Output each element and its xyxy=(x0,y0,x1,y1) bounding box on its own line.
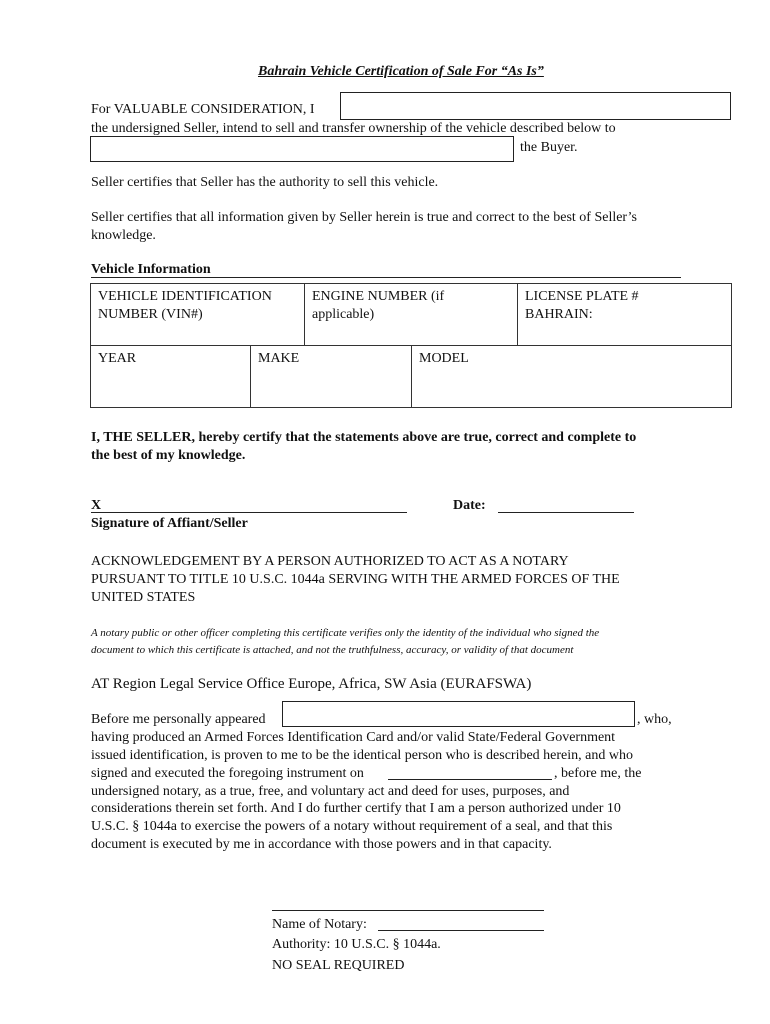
vehicle-info-table xyxy=(90,283,732,408)
appearance-line8: document is executed by me in accordance with those powers and in that capacity. xyxy=(91,837,552,852)
execution-date-line[interactable] xyxy=(388,779,552,780)
signature-label: Signature of Affiant/Seller xyxy=(91,516,248,531)
notary-name-label: Name of Notary: xyxy=(272,917,367,932)
appearance-line2: having produced an Armed Forces Identification Card and/or valid State/Federal Government xyxy=(91,730,616,745)
appearance-who-text: , who, xyxy=(637,712,672,727)
truth-statement-line2: knowledge. xyxy=(91,228,156,243)
appearance-line4-post: , before me, the xyxy=(554,766,642,781)
truth-statement-line1: Seller certifies that all information given by Seller herein is true and correct to the best of Seller’s xyxy=(91,210,637,225)
appearance-before-text: Before me personally appeared xyxy=(91,712,266,727)
region-text: AT Region Legal Service Office Europe, Africa, SW Asia (EURAFSWA) xyxy=(91,676,532,692)
acknowledgement-line1: ACKNOWLEDGEMENT BY A PERSON AUTHORIZED TO ACT AS A NOTARY xyxy=(91,554,569,569)
license-plate-cell[interactable]: LICENSE PLATE # BAHRAIN: xyxy=(518,284,732,346)
appearance-line3: issued identification, is proven to me to be the identical person who is described herein, and who xyxy=(91,748,633,763)
buyer-suffix-text: the Buyer. xyxy=(520,140,578,155)
acknowledgement-line2: PURSUANT TO TITLE 10 U.S.C. 1044a SERVING WITH THE ARMED FORCES OF THE xyxy=(91,572,620,587)
date-line[interactable] xyxy=(498,512,634,513)
notary-name-line[interactable] xyxy=(378,930,544,931)
authority-statement: Seller certifies that Seller has the authority to sell this vehicle. xyxy=(91,175,439,190)
signature-x-mark: X xyxy=(91,498,102,513)
appeared-person-field[interactable] xyxy=(282,701,635,727)
consideration-text: For VALUABLE CONSIDERATION, I xyxy=(91,102,315,117)
date-label: Date: xyxy=(453,498,486,513)
transfer-text: the undersigned Seller, intend to sell and transfer ownership of the vehicle described below to xyxy=(91,121,616,136)
vehicle-table-row xyxy=(91,284,732,346)
document-title: Bahrain Vehicle Certification of Sale For “As Is” xyxy=(258,64,544,79)
appearance-line7: U.S.C. § 1044a to exercise the powers of a notary without requirement of a seal, and that this xyxy=(91,819,613,834)
seller-certification-line2: the best of my knowledge. xyxy=(91,448,246,463)
notary-notice-line1: A notary public or other officer completing this certificate verifies only the identity of the individual who signed the xyxy=(91,627,600,639)
appearance-line5: undersigned notary, as a true, free, and voluntary act and deed for uses, purposes, and xyxy=(91,784,570,799)
seller-name-field[interactable] xyxy=(340,92,731,120)
vehicle-heading-rule xyxy=(91,277,681,278)
model-cell[interactable]: MODEL xyxy=(412,346,732,408)
seller-certification-line1: I, THE SELLER, hereby certify that the statements above are true, correct and complete to xyxy=(91,430,637,445)
buyer-name-field[interactable] xyxy=(90,136,514,162)
no-seal-text: NO SEAL REQUIRED xyxy=(272,958,405,973)
make-cell[interactable]: MAKE xyxy=(251,346,412,408)
vin-cell[interactable]: VEHICLE IDENTIFICATION NUMBER (VIN#) xyxy=(91,284,305,346)
engine-number-cell[interactable]: ENGINE NUMBER (if applicable) xyxy=(305,284,518,346)
year-cell[interactable]: YEAR xyxy=(91,346,251,408)
signature-line[interactable] xyxy=(91,512,407,513)
notary-notice-line2: document to which this certificate is attached, and not the truthfulness, accuracy, or validity of that document xyxy=(91,644,574,656)
notary-authority-text: Authority: 10 U.S.C. § 1044a. xyxy=(272,937,441,952)
appearance-line6: considerations therein set forth. And I do further certify that I am a person authorized under 10 xyxy=(91,801,621,816)
notary-signature-line[interactable] xyxy=(272,910,544,911)
vehicle-table-row xyxy=(91,346,732,408)
acknowledgement-line3: UNITED STATES xyxy=(91,590,196,605)
appearance-line4-pre: signed and executed the foregoing instrument on xyxy=(91,766,364,781)
vehicle-info-heading: Vehicle Information xyxy=(91,262,211,277)
